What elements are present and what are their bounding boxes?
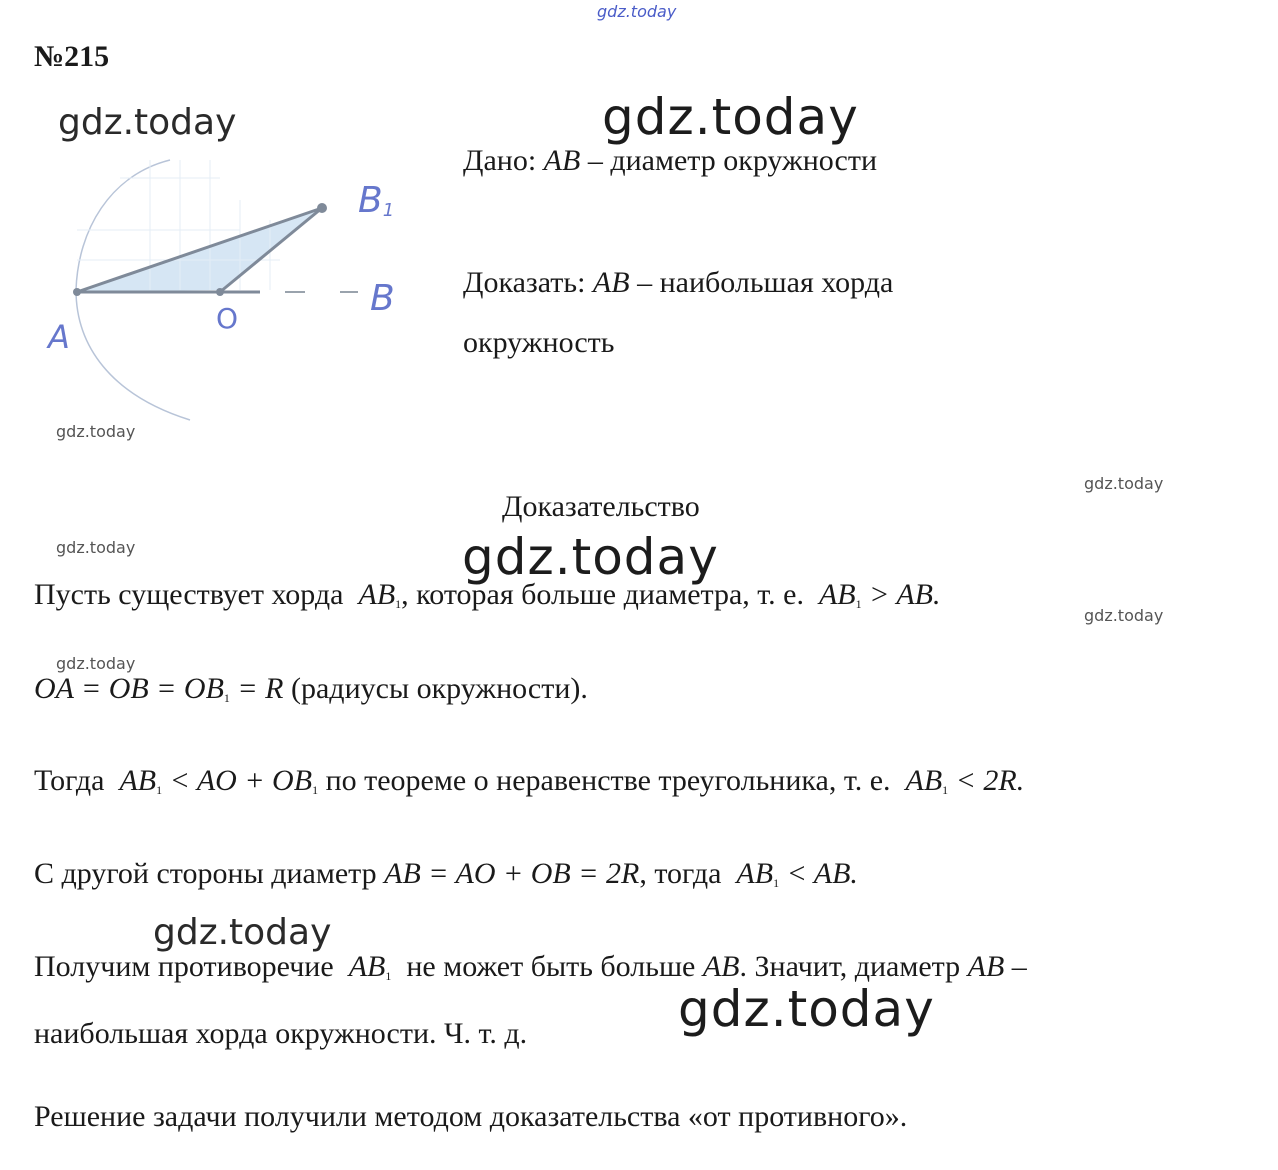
watermark: gdz.today: [602, 88, 859, 146]
label-B: B: [370, 278, 395, 319]
geometry-figure: [40, 130, 440, 430]
watermark: gdz.today: [58, 102, 237, 143]
watermark: gdz.today: [56, 538, 136, 557]
proof-line-1: Пусть существует хорда $AB_1$, которая больше диаметра, т. е. $AB_1$ > AB.: [34, 578, 941, 611]
watermark: gdz.today: [462, 528, 719, 586]
watermark: gdz.today: [153, 912, 332, 953]
watermark: gdz.today: [678, 980, 935, 1038]
watermark-top: gdz.today: [597, 2, 677, 21]
point-O: [216, 288, 224, 296]
prove-line: Доказать: AB – наибольшая хорда: [463, 266, 894, 299]
label-B1: $B_1$: [358, 180, 395, 221]
proof-line-5: Получим противоречие $AB_1$ не может быть больше AB. Значит, диаметр AB –: [34, 950, 1027, 983]
watermark: gdz.today: [56, 654, 136, 673]
label-O: O: [216, 302, 239, 335]
point-B1: [317, 203, 327, 213]
point-A: [73, 288, 81, 296]
watermark: gdz.today: [1084, 474, 1164, 493]
proof-line-2: OA = OB = $OB_1 = R$ (радиусы окружности).: [34, 672, 588, 705]
proof-line-3: Тогда $AB_1$ < AO + $OB_1$ по теореме о неравенстве треугольника, т. е. $AB_1 < 2R$.: [34, 764, 1025, 797]
problem-number: №215: [34, 40, 110, 73]
given-line: Дано: AB – диаметр окружности: [463, 144, 878, 177]
prove-line-2: окружность: [463, 326, 615, 359]
conclusion-line: Решение задачи получили методом доказательства «от противного».: [34, 1100, 908, 1133]
proof-heading: Доказательство: [502, 490, 700, 523]
proof-line-4: С другой стороны диаметр AB = AO + OB = 2R, тогда $AB_1$ < AB.: [34, 857, 858, 890]
watermark: gdz.today: [56, 422, 136, 441]
label-A: A: [48, 318, 70, 356]
watermark: gdz.today: [1084, 606, 1164, 625]
proof-line-6: наибольшая хорда окружности. Ч. т. д.: [34, 1017, 528, 1050]
